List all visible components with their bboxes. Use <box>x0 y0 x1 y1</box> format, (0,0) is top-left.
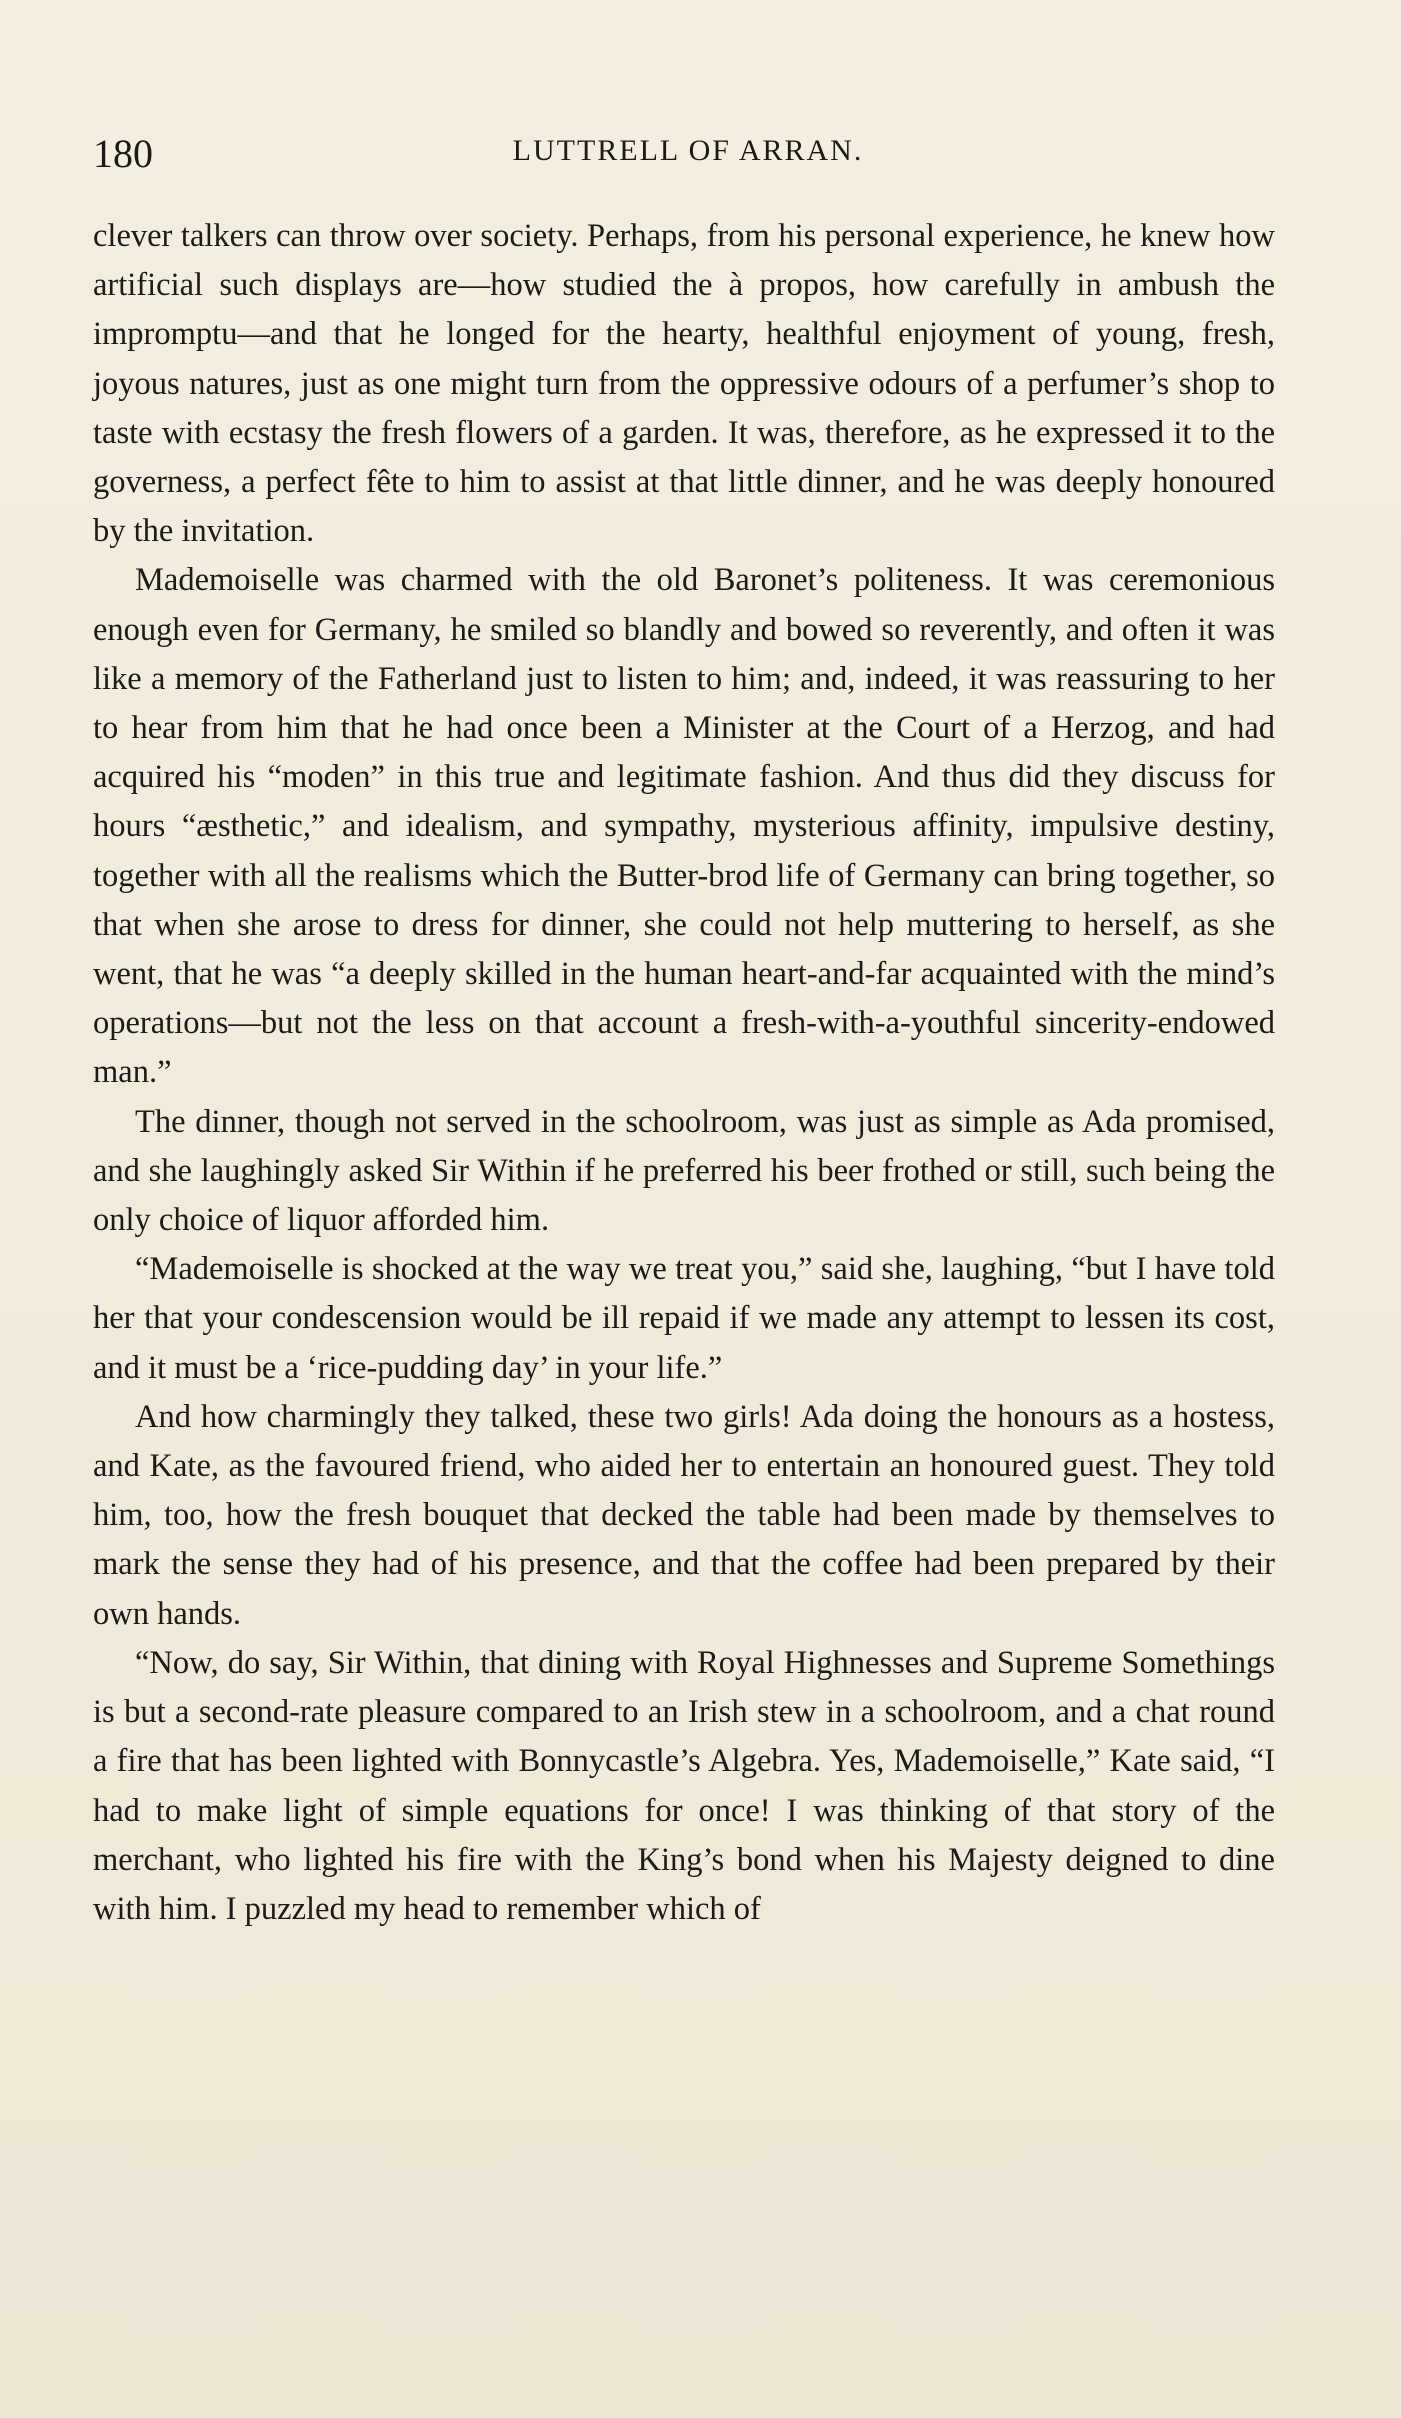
page-header <box>93 130 1283 180</box>
paragraph-6: “Now, do say, Sir Within, that dining with Royal Highnesses and Supreme Somethings is but a second-rate pleasure compared to an Irish stew in a schoolroom, and a chat round a fire that has been lighted with Bonnycastle’s Algebra. Yes, Mademoiselle,” Kate said, “I had to make light of simple equations for once! I was thinking of that story of the merchant, who lighted his fire with the King’s bond when his Majesty deigned to dine with him. I puzzled my head to remember which of <box>93 1644 1275 1927</box>
paragraph-1: clever talkers can throw over society. Perhaps, from his personal experience, he knew how artificial such displays are—how studied the à propos, how carefully in ambush the impromptu—and that he longed for the hearty, healthful enjoyment of young, fresh, joyous natures, just as one might turn from the oppressive odours of a perfumer’s shop to taste with ecstasy the fresh flowers of a garden. It was, therefore, as he expressed it to the governess, a perfect fête to him to assist at that little dinner, and he was deeply honoured by the invitation. <box>93 218 1275 550</box>
running-title: LUTTRELL OF ARRAN. <box>512 134 864 167</box>
paragraph-4: “Mademoiselle is shocked at the way we treat you,” said she, laughing, “but I have told her that your condescension would be ill repaid if we made any attempt to lessen its cost, and it must be a ‘rice-pudding day’ in your life.” <box>93 1251 1275 1386</box>
paragraph-3: The dinner, though not served in the schoolroom, was just as simple as Ada promised, and she laughingly asked Sir Within if he preferred his beer frothed or still, such being the only choice of liquor afforded him. <box>93 1103 1275 1239</box>
page-number: 180 <box>93 131 153 176</box>
paragraph-5: And how charmingly they talked, these two girls! Ada doing the honours as a hostess, and Kate, as the favoured friend, who aided her to entertain an honoured guest. They told him, too, how the fresh bouquet that decked the table had been made by themselves to mark the sense they had of his presence, and that the coffee had been prepared by their own hands. <box>93 1398 1275 1632</box>
paragraph-2: Mademoiselle was charmed with the old Baronet’s politeness. It was ceremonious enough even for Germany, he smiled so blandly and bowed so reverently, and often it was like a memory of the Fatherland just to listen to him; and, indeed, it was reassuring to her to hear from him that he had once been a Minister at the Court of a Herzog, and had acquired his “moden” in this true and legitimate fashion. And thus did they discuss for hours “æsthetic,” and idealism, and sympathy, mysterious affinity, impulsive destiny, together with all the realisms which the Butter-brod life of Germany can bring together, so that when she arose to dress for dinner, she could not help muttering to herself, as she went, that he was “a deeply skilled in the human heart-and-far acquainted with the mind’s operations—but not the less on that account a fresh-with-a-youthful sincerity-endowed man.” <box>93 562 1275 1091</box>
body-text <box>93 212 1275 1934</box>
